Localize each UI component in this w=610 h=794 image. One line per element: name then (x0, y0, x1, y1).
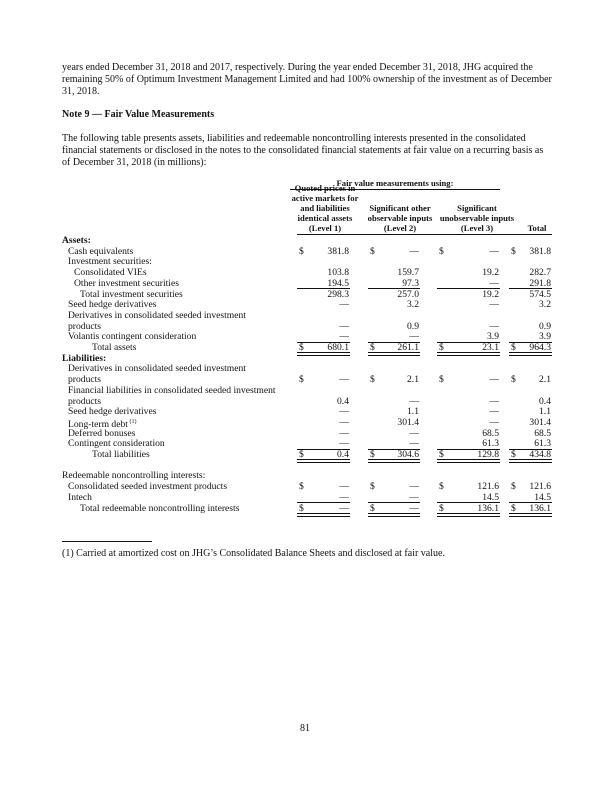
cell-value: 1.1 (407, 406, 419, 418)
double-underline (437, 459, 500, 463)
cell-value: — (409, 427, 419, 439)
row-label: Total assets (92, 342, 137, 353)
cell-value: 3.9 (487, 331, 499, 343)
cell-value: — (339, 374, 349, 386)
column-header: Quoted prices in active markets for and liabilities identical assets (Level 1) (291, 183, 359, 233)
cell-value: 257.0 (397, 288, 419, 300)
row-label: Cash equivalents (68, 245, 134, 257)
dollar-sign: $ (299, 502, 304, 514)
cell-value: 381.8 (529, 245, 551, 257)
double-underline (437, 513, 500, 517)
row-label: Total redeemable noncontrolling interests (80, 502, 240, 514)
row-label: products (68, 395, 102, 407)
cell-value: 129.8 (477, 449, 499, 460)
cell-value: 282.7 (529, 267, 551, 279)
dollar-sign: $ (511, 502, 516, 514)
cell-value: 136.1 (529, 502, 551, 514)
cell-value: 3.2 (407, 299, 419, 311)
header-bottom-rule (297, 234, 552, 235)
cell-value: 3.2 (539, 299, 551, 311)
cell-value: — (339, 331, 349, 343)
row-label: Investment securities: (68, 256, 152, 268)
double-underline (509, 513, 552, 517)
cell-value: 68.5 (482, 427, 499, 439)
double-underline (297, 513, 350, 517)
dollar-sign: $ (370, 449, 375, 460)
row-label: Consolidated VIEs (74, 267, 147, 279)
cell-value: 2.1 (407, 374, 419, 386)
cell-value: — (489, 320, 499, 332)
cell-value: — (339, 502, 349, 514)
double-underline (509, 352, 552, 356)
dollar-sign: $ (511, 449, 516, 460)
dollar-sign: $ (299, 374, 304, 386)
cell-value: 301.4 (397, 416, 419, 428)
row-label: Volantis contingent consideration (68, 331, 197, 343)
footnote: (1) Carried at amortized cost on JHG’s Consolidated Balance Sheets and disclosed at fair value. (62, 548, 445, 559)
dollar-sign: $ (511, 374, 516, 386)
dollar-sign: $ (511, 245, 516, 257)
cell-value: 194.5 (327, 277, 349, 289)
double-underline (297, 459, 350, 463)
double-underline (368, 513, 420, 517)
cell-value: 1.1 (539, 406, 551, 418)
cell-value: 381.8 (327, 245, 349, 257)
cell-value: — (489, 416, 499, 428)
dollar-sign: $ (511, 342, 516, 353)
cell-value: 574.5 (529, 288, 551, 300)
row-label: Deferred bonuses (68, 427, 136, 439)
dollar-sign: $ (439, 245, 444, 257)
double-underline (437, 352, 500, 356)
cell-value: 68.5 (534, 427, 551, 439)
cell-value: — (409, 502, 419, 514)
cell-value: 14.5 (482, 491, 499, 503)
cell-value: 0.9 (539, 320, 551, 332)
cell-value: — (489, 277, 499, 289)
dollar-sign: $ (511, 481, 516, 493)
column-header: Significant other observable inputs (Level 2) (367, 203, 433, 233)
cell-value: — (489, 406, 499, 418)
dollar-sign: $ (439, 342, 444, 353)
cell-value: 19.2 (482, 288, 499, 300)
cell-value: 261.1 (397, 342, 419, 353)
double-underline (509, 459, 552, 463)
double-underline (297, 352, 350, 356)
row-label: Seed hedge derivatives (68, 406, 157, 418)
cell-value: 0.4 (337, 449, 349, 460)
cell-value: 298.3 (327, 288, 349, 300)
cell-value: — (339, 416, 349, 428)
cell-value: — (409, 331, 419, 343)
footnote-marker: (1) (127, 418, 137, 425)
dollar-sign: $ (439, 449, 444, 460)
cell-value: 301.4 (529, 416, 551, 428)
dollar-sign: $ (439, 502, 444, 514)
cell-value: 121.6 (529, 481, 551, 493)
cell-value: — (339, 438, 349, 450)
group-header: Fair value measurements using: (336, 178, 454, 188)
dollar-sign: $ (299, 245, 304, 257)
cell-value: 680.1 (327, 342, 349, 353)
row-label: Derivatives in consolidated seeded investment (68, 363, 246, 375)
cell-value: — (339, 481, 349, 493)
cell-value: 61.3 (534, 438, 551, 450)
cell-value: 291.8 (529, 277, 551, 289)
cell-value: 434.8 (529, 449, 551, 460)
column-header: Total (527, 223, 547, 233)
cell-value: 103.8 (327, 267, 349, 279)
table-description: The following table presents assets, liabilities and redeemable noncontrolling interests presented in the consolidated financial statements or disclosed in the notes to the consolidated financial statements at fair value on a recurring basis as of December 31, 2018 (in millions): (62, 133, 544, 168)
dollar-sign: $ (370, 342, 375, 353)
row-label: Seed hedge derivatives (68, 299, 157, 311)
dollar-sign: $ (370, 502, 375, 514)
cell-value: — (489, 395, 499, 407)
cell-value: 0.9 (407, 320, 419, 332)
row-label: Derivatives in consolidated seeded investment (68, 309, 246, 321)
row-label: Consolidated seeded investment products (68, 481, 228, 493)
row-label: Total liabilities (92, 449, 150, 460)
dollar-sign: $ (439, 481, 444, 493)
cell-value: — (409, 245, 419, 257)
dollar-sign: $ (299, 481, 304, 493)
cell-value: — (339, 299, 349, 311)
page-number: 81 (300, 723, 310, 734)
cell-value: 19.2 (482, 267, 499, 279)
cell-value: — (489, 374, 499, 386)
row-label: Other investment securities (74, 277, 179, 289)
cell-value: 14.5 (534, 491, 551, 503)
cell-value: — (339, 491, 349, 503)
cell-value: 159.7 (397, 267, 419, 279)
cell-value: — (409, 395, 419, 407)
row-label: Financial liabilities in consolidated seeded investment (68, 384, 276, 396)
row-label: Long-term debt $^{(1)}$ (68, 418, 137, 431)
row-label: products (68, 374, 102, 386)
double-underline (368, 352, 420, 356)
note-title: Note 9 — Fair Value Measurements (62, 109, 215, 120)
row-label: Intech (68, 491, 92, 503)
row-label: Contingent consideration (68, 438, 165, 450)
cell-value: 3.9 (539, 331, 551, 343)
cell-value: — (489, 299, 499, 311)
intro-paragraph: years ended December 31, 2018 and 2017, respectively. During the year ended December 31, 2018, JHG acquired the remaining 50% of Optimum Investment Management Limited and had 100% ownership of the investment as of December 31, 2018. (62, 62, 552, 97)
cell-value: — (489, 245, 499, 257)
footnote-rule (62, 541, 152, 542)
section-heading: Liabilities: (62, 352, 107, 364)
cell-value: — (409, 491, 419, 503)
column-header: Significant unobservable inputs (Level 3) (439, 203, 515, 233)
row-label: Redeemable noncontrolling interests: (62, 470, 206, 482)
cell-value: 964.3 (529, 342, 551, 353)
dollar-sign: $ (370, 374, 375, 386)
cell-value: — (339, 427, 349, 439)
dollar-sign: $ (299, 449, 304, 460)
fair-value-table (62, 178, 552, 538)
dollar-sign: $ (370, 245, 375, 257)
cell-value: 23.1 (482, 342, 499, 353)
dollar-sign: $ (299, 342, 304, 353)
cell-value: 0.4 (337, 395, 349, 407)
cell-value: 61.3 (482, 438, 499, 450)
cell-value: 121.6 (477, 481, 499, 493)
double-underline (368, 459, 420, 463)
cell-value: 304.6 (397, 449, 419, 460)
row-label: products (68, 320, 102, 332)
cell-value: 136.1 (477, 502, 499, 514)
cell-value: — (339, 320, 349, 332)
cell-value: — (339, 406, 349, 418)
cell-value: 2.1 (539, 374, 551, 386)
dollar-sign: $ (439, 374, 444, 386)
section-heading: Assets: (62, 235, 91, 246)
dollar-sign: $ (370, 481, 375, 493)
cell-value: — (409, 438, 419, 450)
cell-value: 97.3 (402, 277, 419, 289)
cell-value: 0.4 (539, 395, 551, 407)
row-label: Total investment securities (80, 288, 183, 300)
cell-value: — (409, 481, 419, 493)
